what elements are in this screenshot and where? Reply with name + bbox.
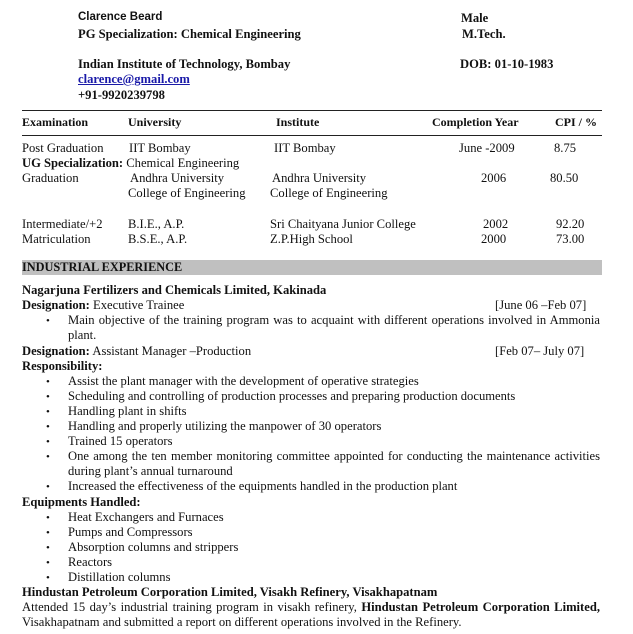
dob-label: DOB: — [460, 57, 492, 71]
company-name: Hindustan Petroleum Corporation Limited, Visakh Refinery, Visakhapatnam — [22, 585, 438, 599]
university-cell: B.I.E., A.P. — [128, 217, 185, 231]
year-cell: 2000 — [481, 232, 507, 246]
exam-cell: Intermediate/+2 — [22, 217, 103, 231]
pg-specialization-label: PG Specialization: — [78, 27, 178, 41]
institute-name: Indian Institute of Technology, Bombay — [78, 57, 291, 71]
exam-cell: Matriculation — [22, 232, 91, 246]
designation-value: Executive Trainee — [93, 298, 185, 312]
email-link[interactable]: clarence@gmail.com — [78, 72, 190, 86]
bullet-icon: • — [46, 315, 50, 327]
cpi-cell: 8.75 — [554, 141, 577, 155]
bullet-icon: • — [46, 406, 50, 418]
company2-text-a: Attended 15 day’s industrial training program in visakh refinery, — [22, 600, 357, 614]
year-cell: June -2009 — [459, 141, 515, 155]
year-cell: 2006 — [481, 171, 507, 185]
bullet-icon: • — [46, 527, 50, 539]
list-item: Trained 15 operators — [68, 434, 173, 448]
bullet-icon: • — [46, 557, 50, 569]
ug-specialization-label: UG Specialization: — [22, 156, 124, 170]
cpi-cell: 80.50 — [550, 171, 579, 185]
table-top-rule — [22, 110, 602, 111]
column-header-completion-year: Completion Year — [432, 115, 519, 129]
bullet-icon: • — [46, 481, 50, 493]
candidate-name: Clarence Beard — [78, 11, 163, 23]
pg-specialization — [78, 27, 301, 42]
company2-description — [22, 600, 600, 630]
bullet-icon: • — [46, 512, 50, 524]
date-of-birth — [460, 57, 553, 72]
ug-specialization — [22, 156, 239, 171]
dob-value: 01-10-1983 — [494, 57, 554, 71]
exam-cell: Graduation — [22, 171, 79, 185]
column-header-university: University — [128, 115, 182, 129]
list-item: One among the ten member monitoring committee appointed for conducting the maintenance activities during plant’s annual turnaround — [68, 449, 600, 478]
designation-label: Designation: — [22, 298, 90, 312]
designation-1 — [22, 298, 184, 313]
company-name: Nagarjuna Fertilizers and Chemicals Limited, Kakinada — [22, 283, 327, 297]
section-title: INDUSTRIAL EXPERIENCE — [22, 260, 183, 274]
exam-cell: Post Graduation — [22, 141, 104, 155]
gender: Male — [461, 11, 489, 25]
list-item: Scheduling and controlling of production processes and preparing production documents — [68, 389, 516, 403]
table-header-rule — [22, 135, 602, 136]
designation-value: Assistant Manager –Production — [92, 344, 252, 358]
bullet-icon: • — [46, 542, 50, 554]
bullet-icon: • — [46, 421, 50, 433]
cpi-cell: 73.00 — [556, 232, 585, 246]
designation-2 — [22, 344, 251, 359]
column-header-cpi: CPI / % — [555, 115, 597, 129]
university-cell: IIT Bombay — [129, 141, 191, 155]
designation-label: Designation: — [22, 344, 90, 358]
ug-specialization-value: Chemical Engineering — [126, 156, 240, 170]
section-header-industrial-experience — [22, 260, 602, 275]
list-item: Handling and properly utilizing the manpower of 30 operators — [68, 419, 382, 433]
institute-cell-line2: College of Engineering — [270, 186, 388, 200]
list-item: Increased the effectiveness of the equipments handled in the production plant — [68, 479, 458, 493]
column-header-examination: Examination — [22, 115, 89, 129]
institute-cell: Sri Chaityana Junior College — [270, 217, 416, 231]
designation-2-dates: [Feb 07– July 07] — [495, 344, 585, 358]
list-item: Heat Exchangers and Furnaces — [68, 510, 224, 524]
company2-text-b: Visakhapatnam and submitted a report on different operations involved in the Refinery. — [22, 615, 462, 629]
degree: M.Tech. — [462, 27, 506, 41]
equipments-label: Equipments Handled: — [22, 495, 141, 509]
list-item: Distillation columns — [68, 570, 171, 584]
pg-specialization-value: Chemical Engineering — [180, 27, 301, 41]
phone-number: +91-9920239798 — [78, 88, 165, 102]
list-item: Pumps and Compressors — [68, 525, 193, 539]
bullet-icon: • — [46, 376, 50, 388]
company2-text-bold: Hindustan Petroleum Corporation Limited, — [361, 600, 600, 614]
year-cell: 2002 — [483, 217, 509, 231]
bullet-icon: • — [46, 572, 50, 584]
university-cell: B.S.E., A.P. — [128, 232, 188, 246]
bullet-icon: • — [46, 391, 50, 403]
responsibility-label: Responsibility: — [22, 359, 103, 373]
list-item: Handling plant in shifts — [68, 404, 187, 418]
bullet-icon: • — [46, 436, 50, 448]
list-item: Main objective of the training program was to acquaint with different operations involved in Ammonia plant. — [68, 313, 600, 342]
institute-cell: Z.P.High School — [270, 232, 353, 246]
list-item: Reactors — [68, 555, 113, 569]
university-cell: Andhra University — [130, 171, 225, 185]
cpi-cell: 92.20 — [556, 217, 585, 231]
university-cell-line2: College of Engineering — [128, 186, 246, 200]
list-item: Absorption columns and strippers — [68, 540, 239, 554]
institute-cell: IIT Bombay — [274, 141, 336, 155]
bullet-icon: • — [46, 451, 50, 463]
column-header-institute: Institute — [276, 115, 320, 129]
institute-cell: Andhra University — [272, 171, 367, 185]
designation-1-dates: [June 06 –Feb 07] — [495, 298, 587, 312]
list-item: Assist the plant manager with the development of operative strategies — [68, 374, 419, 388]
